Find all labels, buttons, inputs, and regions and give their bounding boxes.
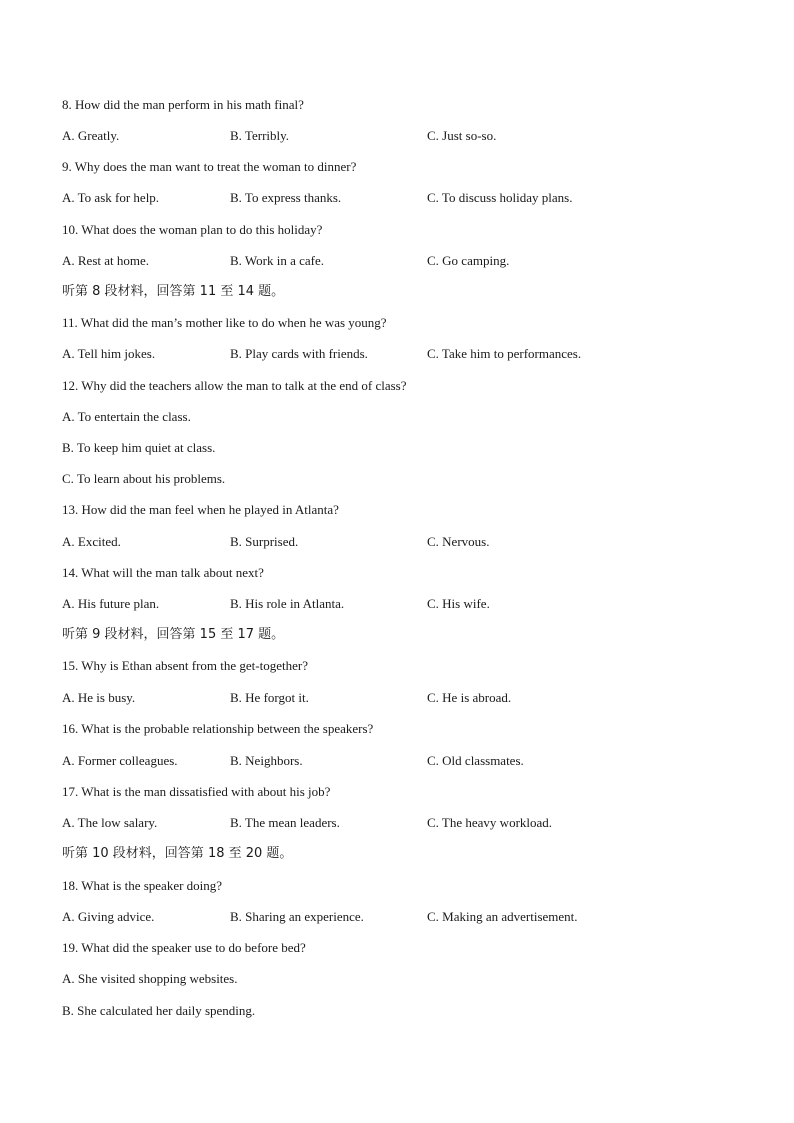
question-text: 15. Why is Ethan absent from the get-together?	[62, 658, 308, 673]
option-b: B. Sharing an experience.	[230, 909, 364, 924]
option-a: A. Former colleagues.	[62, 753, 178, 768]
option-line: B. She calculated her daily spending.	[62, 1003, 256, 1018]
options-row	[62, 346, 662, 362]
option-c: C. Nervous.	[427, 534, 490, 549]
options-row	[62, 690, 662, 706]
option-a: A. Tell him jokes.	[62, 346, 156, 361]
options-row	[62, 815, 662, 831]
option-a: A. He is busy.	[62, 690, 136, 705]
options-row	[62, 534, 662, 550]
options-row	[62, 596, 662, 612]
option-b: B. He forgot it.	[230, 690, 309, 705]
option-b: B. Neighbors.	[230, 753, 303, 768]
option-b: B. His role in Atlanta.	[230, 596, 345, 611]
option-c: C. Old classmates.	[427, 753, 524, 768]
section-instruction: 听第 10 段材料，回答第 18 至 20 题。	[62, 846, 293, 861]
options-row	[62, 909, 662, 925]
question-text: 14. What will the man talk about next?	[62, 565, 264, 580]
option-a: A. The low salary.	[62, 815, 158, 830]
question-text: 13. How did the man feel when he played in Atlanta?	[62, 502, 339, 517]
option-c: C. The heavy workload.	[427, 815, 553, 830]
option-line: B. To keep him quiet at class.	[62, 440, 216, 455]
option-a: A. Giving advice.	[62, 909, 155, 924]
section-instruction: 听第 8 段材料，回答第 11 至 14 题。	[62, 284, 285, 299]
question-text: 8. How did the man perform in his math final?	[62, 97, 304, 112]
option-a: A. Excited.	[62, 534, 121, 549]
option-line: A. She visited shopping websites.	[62, 971, 238, 986]
option-c: C. Just so-so.	[427, 128, 497, 143]
option-c: C. Go camping.	[427, 253, 510, 268]
question-text: 18. What is the speaker doing?	[62, 878, 223, 893]
question-text: 10. What does the woman plan to do this holiday?	[62, 222, 323, 237]
option-c: C. His wife.	[427, 596, 490, 611]
option-a: A. Greatly.	[62, 128, 120, 143]
option-b: B. Work in a cafe.	[230, 253, 325, 268]
option-c: C. Making an advertisement.	[427, 909, 578, 924]
option-a: A. His future plan.	[62, 596, 160, 611]
question-text: 17. What is the man dissatisfied with about his job?	[62, 784, 331, 799]
options-row	[62, 753, 662, 769]
section-instruction: 听第 9 段材料，回答第 15 至 17 题。	[62, 627, 285, 642]
option-a: A. Rest at home.	[62, 253, 150, 268]
option-b: B. The mean leaders.	[230, 815, 340, 830]
options-row	[62, 190, 662, 206]
question-text: 9. Why does the man want to treat the woman to dinner?	[62, 159, 357, 174]
option-line: A. To entertain the class.	[62, 409, 191, 424]
question-text: 12. Why did the teachers allow the man to talk at the end of class?	[62, 378, 407, 393]
option-c: C. Take him to performances.	[427, 346, 582, 361]
option-c: C. He is abroad.	[427, 690, 512, 705]
question-text: 19. What did the speaker use to do before bed?	[62, 940, 306, 955]
question-text: 16. What is the probable relationship between the speakers?	[62, 721, 374, 736]
options-row	[62, 253, 662, 269]
question-text: 11. What did the man’s mother like to do when he was young?	[62, 315, 387, 330]
option-b: B. Play cards with friends.	[230, 346, 368, 361]
option-b: B. Surprised.	[230, 534, 299, 549]
options-row	[62, 128, 662, 144]
option-line: C. To learn about his problems.	[62, 471, 226, 486]
option-b: B. To express thanks.	[230, 190, 342, 205]
option-b: B. Terribly.	[230, 128, 290, 143]
option-a: A. To ask for help.	[62, 190, 160, 205]
option-c: C. To discuss holiday plans.	[427, 190, 573, 205]
